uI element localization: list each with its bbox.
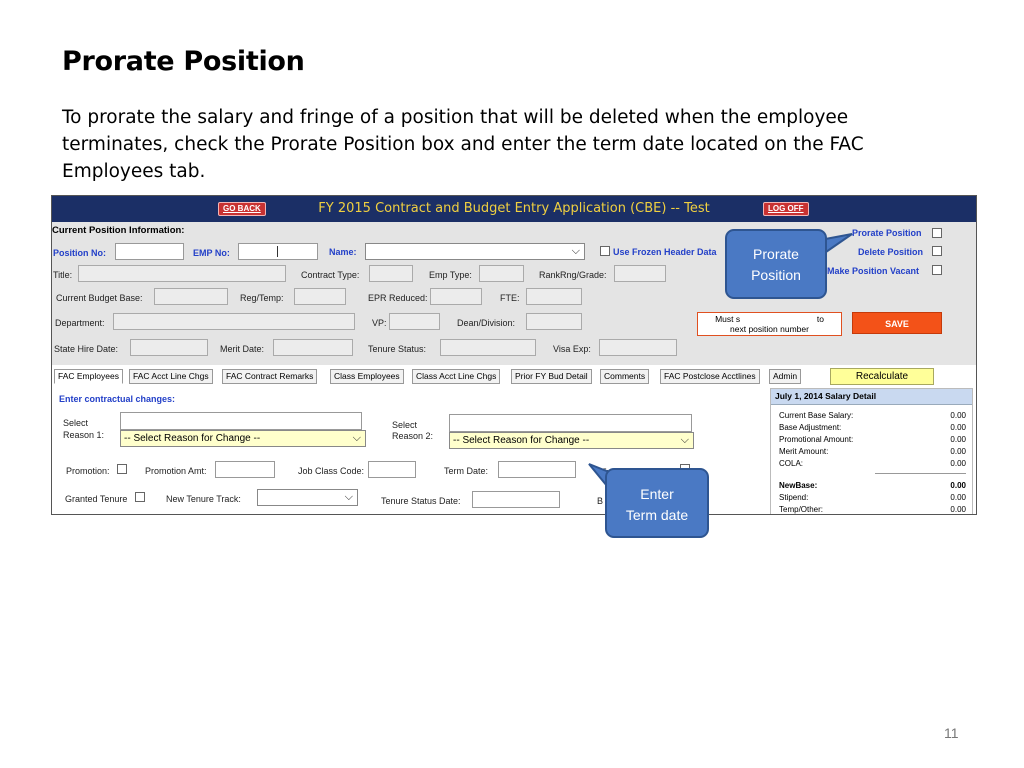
tenure-status-date-label: Tenure Status Date: [381,496,461,506]
tab-class-acct-line-chgs[interactable]: Class Acct Line Chgs [412,369,500,384]
prorate-position-callout [725,229,827,299]
salary-detail-panel [770,388,973,515]
tenure-status-field [440,339,536,356]
promotion-amt-input[interactable] [215,461,275,478]
department-field [113,313,355,330]
reason-2-select[interactable] [449,432,694,449]
dean-division-field [526,313,582,330]
granted-tenure-checkbox[interactable] [135,492,145,502]
note-line2: next position number [730,324,809,334]
fte-label: FTE: [500,293,520,303]
rank-grade-field [614,265,666,282]
emp-type-label: Emp Type: [429,270,472,280]
select-reason-2-label-a: Select [392,420,418,430]
name-select[interactable] [365,243,585,260]
granted-tenure-label: Granted Tenure [65,494,128,504]
text-cursor [277,246,278,257]
reason-1-select[interactable] [120,430,366,447]
temp-other-row: Temp/Other: 0.00 [779,505,966,514]
stipend-row: Stipend: 0.00 [779,493,966,502]
reason-2-selected: -- Select Reason for Change -- [453,435,590,446]
salary-row: Base Adjustment: 0.00 [779,423,966,432]
visa-exp-field [599,339,677,356]
department-label: Department: [55,318,105,328]
state-hire-date-label: State Hire Date: [54,344,119,354]
app-header [52,196,976,222]
make-position-vacant-checkbox[interactable] [932,265,942,275]
tab-strip [52,369,812,384]
rank-grade-label: RankRng/Grade: [539,270,607,280]
salary-row: Current Base Salary: 0.00 [779,411,966,420]
b-partial-label: B [597,496,604,506]
tenure-status-label: Tenure Status: [368,344,427,354]
chevron-down-icon: ⌵ [571,245,580,257]
reg-temp-field [294,288,346,305]
promotion-label: Promotion: [66,466,110,476]
log-off-button[interactable]: LOG OFF [763,202,809,216]
note-line1-end: to [816,314,824,324]
position-info-heading: Current Position Information: [52,225,185,236]
vp-field [389,313,440,330]
delete-position-checkbox[interactable] [932,246,942,256]
emp-no-label: EMP No: [193,248,230,258]
new-base-row: NewBase: 0.00 [779,481,966,490]
save-note [697,312,842,336]
merit-date-label: Merit Date: [220,344,265,354]
prorate-position-label: Prorate Position [852,228,922,238]
position-no-label: Position No: [53,248,106,258]
epr-reduced-label: EPR Reduced: [368,293,428,303]
slide-body: To prorate the salary and fringe of a position that will be deleted when the employee terminates, check the Prorate Position box and enter the term date located on the FAC Employees tab. [62,107,864,182]
reason-2-text[interactable] [449,414,692,432]
prorate-position-checkbox[interactable] [932,228,942,238]
recalculate-button[interactable]: Recalculate [830,368,934,385]
tab-fac-acct-line-chgs[interactable]: FAC Acct Line Chgs [129,369,213,384]
use-frozen-header-checkbox[interactable] [600,246,610,256]
tab-class-employees[interactable]: Class Employees [330,369,404,384]
tab-fac-contract-remarks[interactable]: FAC Contract Remarks [222,369,317,384]
term-date-label: Term Date: [444,466,489,476]
visa-exp-label: Visa Exp: [553,344,591,354]
emp-type-field [479,265,524,282]
term-date-input[interactable] [498,461,576,478]
tab-prior-fy-bud-detail[interactable]: Prior FY Bud Detail [511,369,592,384]
position-no-input[interactable] [115,243,184,260]
vp-label: VP: [372,318,387,328]
merit-date-field [273,339,353,356]
prorate-callout-line1: Prorate [753,246,799,262]
contract-type-label: Contract Type: [301,270,360,280]
page-number: 11 [944,725,959,741]
salary-detail-heading: July 1, 2014 Salary Detail [771,389,972,405]
save-button[interactable]: SAVE [852,312,942,334]
epr-reduced-field [430,288,482,305]
term-callout-line1: Enter [640,486,674,502]
title-field [78,265,286,282]
term-date-callout [605,468,709,538]
reason-1-text[interactable] [120,412,362,430]
new-tenure-track-label: New Tenure Track: [166,494,241,504]
term-callout-line2: Term date [625,507,689,523]
tenure-status-date-input[interactable] [472,491,560,508]
job-class-code-input[interactable] [368,461,416,478]
chevron-down-icon: ⌵ [680,434,689,446]
current-budget-base-field [154,288,228,305]
title-label: Title: [53,270,73,280]
fte-field [526,288,582,305]
divider [875,473,966,474]
go-back-button[interactable]: GO BACK [218,202,266,216]
dean-division-label: Dean/Division: [457,318,516,328]
emp-no-input[interactable] [238,243,318,260]
select-reason-1-label-a: Select [63,418,89,428]
current-budget-base-label: Current Budget Base: [56,293,143,303]
reg-temp-label: Reg/Temp: [240,293,284,303]
reason-1-selected: -- Select Reason for Change -- [124,433,261,444]
prorate-callout-line2: Position [751,267,801,283]
tab-admin[interactable]: Admin [769,369,801,384]
delete-position-label: Delete Position [858,247,924,257]
promotion-checkbox[interactable] [117,464,127,474]
tab-fac-postclose-acctlines[interactable]: FAC Postclose Acctlines [660,369,760,384]
salary-row: COLA: 0.00 [779,459,966,468]
salary-row: Promotional Amount: 0.00 [779,435,966,444]
app-title: FY 2015 Contract and Budget Entry Application (CBE) -- Test [318,201,710,216]
tab-comments[interactable]: Comments [600,369,649,384]
use-frozen-header-label: Use Frozen Header Data [613,247,717,257]
state-hire-date-field [130,339,208,356]
contract-changes-heading: Enter contractual changes: [59,394,176,404]
tab-fac-employees[interactable]: FAC Employees [54,369,123,384]
salary-row: Merit Amount: 0.00 [779,447,966,456]
make-position-vacant-label: Make Position Vacant [827,266,920,276]
name-label: Name: [329,247,357,257]
note-line1: Must s [715,314,741,324]
job-class-code-label: Job Class Code: [298,466,365,476]
select-reason-1-label-b: Reason 1: [63,430,105,440]
chevron-down-icon: ⌵ [352,432,361,444]
contract-type-field [369,265,413,282]
select-reason-2-label-b: Reason 2: [392,431,434,441]
chevron-down-icon: ⌵ [344,491,353,503]
promotion-amt-label: Promotion Amt: [145,466,207,476]
slide-title: Prorate Position [62,46,305,77]
new-tenure-track-select[interactable] [257,489,358,506]
